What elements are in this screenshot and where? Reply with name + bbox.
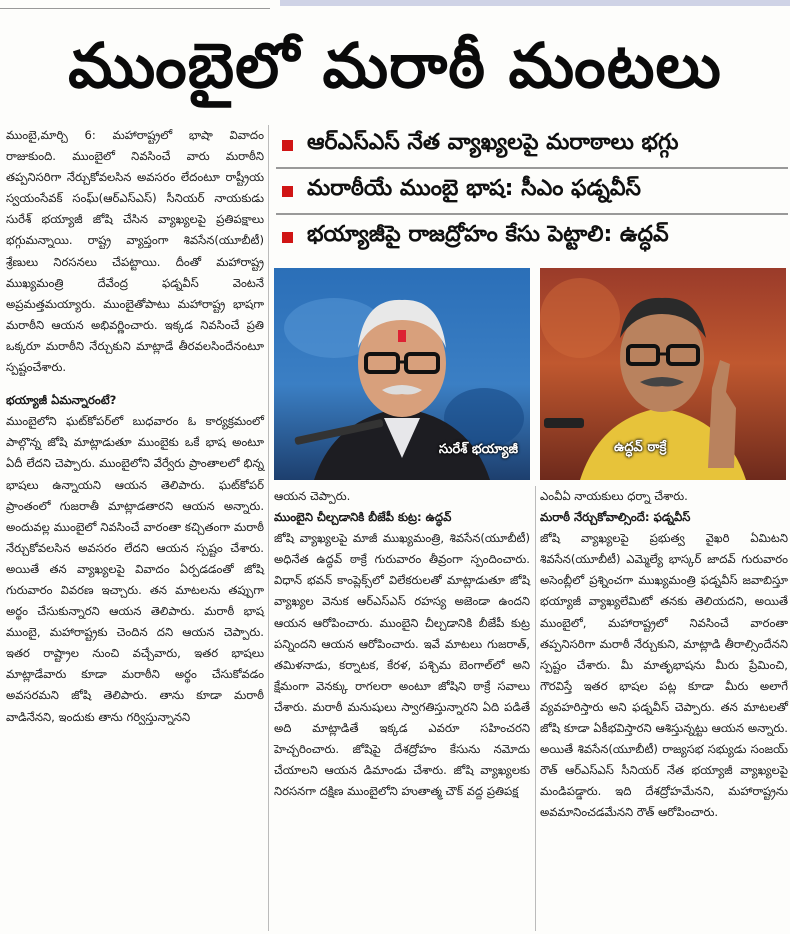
highlight-text: ఆర్‌ఎస్‌ఎస్ నేత వ్యాఖ్యలపై మరాఠాలు భగ్గు <box>307 130 679 155</box>
subheading: మరాఠీ నేర్చుకోవాల్సిందే: ఫడ్నవీస్ <box>540 510 691 525</box>
article-column-2 <box>274 486 530 931</box>
body-paragraph: జోషి వ్యాఖ్యలపై మాజీ ముఖ్యమంత్రి, శివసేన(యూబీటీ) అధినేత ఉద్ధవ్ ఠాక్రే గురువారం తీవ్రంగా స్పందించారు. విధాన్ భవన్ కాంప్లెక్స్‌లో విలేకరులతో మాట్లాడుతూ జోషి వ్యాఖ్యల వెనుక ఆర్‌ఎస్‌ఎస్ రహస్య అజెండా ఉందని ఆయన ఆరోపించారు. ముంబైని చీల్చడానికి బీజేపీ కుట్ర పన్నిందని ఆయన ఆరోపించారు. ఇవే మాటలు గుజరాత్, తమిళనాడు, కర్నాటక, కేరళ, పశ్చిమ బెంగాల్‌లో అని క్షేమంగా వెనక్కు రాగలరా అంటూ జోషిని ఠాక్రే సవాలు చేశారు. మరాఠీ మనుషులు స్వాగతిస్తున్నారని ఏది పడితే అది మాట్లాడితే ఇక్కడ ఎవరూ సహించరని హెచ్చరించారు. జోషిపై దేశద్రోహం కేసును నమోదు చేయాలని ఆయన డిమాండు చేశారు. జోషి వ్యాఖ్యలకు నిరసనగా దక్షిణ ముంబైలోని హుతాత్మ చౌక్ వద్ద ప్రతిపక్ష <box>274 531 530 799</box>
photo-caption-left: సురేశ్ భయ్యాజీ <box>438 442 518 457</box>
subheading: భయ్యాజీ ఏమన్నారంటే? <box>6 393 117 408</box>
photo-caption-right: ఉద్ధవ్ ఠాక్రే <box>614 440 667 455</box>
highlight-text: మరాఠీయే ముంబై భాష: సీఎం ఫడ్నవీస్ <box>307 176 641 201</box>
body-paragraph: జోషి వ్యాఖ్యలపై ప్రభుత్వ వైఖరి ఏమిటని శివసేన(యూబీటీ) ఎమ్మెల్యే భాస్కర్ జాదవ్ గురువారం అసెంబ్లీలో ప్రశ్నించగా ముఖ్యమంత్రి ఫడ్నవీస్ జవాబిస్తూ భయ్యాజీ వ్యాఖ్యలేమిటో తనకు తెలియదని, అయితే ముంబైలో, మహారాష్ట్రలో నివసించే వారంతా తప్పనిసరిగా మరాఠీ నేర్చుకుని, మాట్లాడి తీరాల్సిందేనని స్పష్టం చేశారు. మీ మాతృభాషను మీరు ప్రేమించి, గౌరవిస్తే ఇతర భాషల పట్ల కూడా మీరు అలాగే వ్యవహరిస్తారు అని ఫడ్నవీస్ చెప్పారు. తన మాటలతో జోషి కూడా ఏకీభవిస్తారని ఆశిస్తున్నట్టు ఆయన అన్నారు. అయితే శివసేన(యూబీటీ) రాజ్యసభ సభ్యుడు సంజయ్ రౌత్ ఆర్‌ఎస్‌ఎస్ సీనియర్ నేత భయ్యాజీ వ్యాఖ్యలపై మండిపడ్డారు. ఇది దేశద్రోహమేనని, మహారాష్ట్రను అవమానించడమేనని రౌత్ ఆరోపించారు. <box>540 531 788 820</box>
top-rule-left <box>0 0 270 9</box>
highlights-list <box>276 123 788 259</box>
red-bullet-icon <box>282 140 293 151</box>
intro-paragraph: ముంబై,మార్చి 6: మహారాష్ట్రలో భాషా వివాదం రాజుకుంది. ముంబైలో నివసించే వారు మరాఠీని తప్పనిసరిగా నేర్చుకోవలసిన అవసరం లేదంటూ రాష్ట్రీయ స్వయంసేవక్ సంఘ్(ఆర్‌ఎస్‌ఎస్) సీనియర్ నాయకుడు సురేశ్ భయ్యాజీ జోషి చేసిన వ్యాఖ్యలపై ప్రతిపక్షాలు భగ్గుమన్నాయి. రాష్ట్ర వ్యాప్తంగా శివసేన(యూబీటీ) శ్రేణులు నిరసనలు చేపట్టాయి. దీంతో మహారాష్ట్ర ముఖ్యమంత్రి దేవేంద్ర ఫడ్నవీస్ వెంటనే అప్రమత్తమయ్యారు. ముంబైతోపాటు మహారాష్ట్ర భాషగా మరాఠీని ఆయన అభివర్ణించారు. ఇక్కడ నివసించే ప్రతి ఒక్కరూ మరాఠీని నేర్చుకుని మాట్లాడే తీరవలసిందేనంటూ స్పష్టంచేశారు. <box>6 128 264 375</box>
article-column-1 <box>6 125 264 931</box>
photo-uddhav-thackeray <box>540 268 786 480</box>
highlight-item <box>276 215 788 259</box>
highlight-item <box>276 169 788 215</box>
lead-line: ఆయన చెప్పారు. <box>274 489 351 503</box>
red-bullet-icon <box>282 186 293 197</box>
article-column-3 <box>540 486 788 931</box>
highlight-text: భయ్యాజీపై రాజద్రోహం కేసు పెట్టాలి: ఉద్ధవ్ <box>307 222 669 247</box>
highlight-item <box>276 123 788 169</box>
top-rule-right <box>280 0 790 6</box>
red-bullet-icon <box>282 232 293 243</box>
column-divider <box>535 486 536 931</box>
body-paragraph: ముంబైలోని ఘట్‌కోపర్‌లో బుధవారం ఓ కార్యక్రమంలో పాల్గొన్న జోషి మాట్లాడుతూ ముంబైకు ఒకే భాష అంటూ ఏదీ లేదని చెప్పారు. ముంబైలోని వేర్వేరు ప్రాంతాలలో భిన్న భాషలు ఉన్నాయని ఆయన తెలిపారు. ఘట్‌కోపర్ ప్రాంతంలో గుజరాతీ మాట్లాడతారని ఆయన అన్నారు. అందువల్ల ముంబైలో నివసించే వారంతా కచ్చితంగా మరాఠీ నేర్చుకోవలసిన అవసరం లేదని ఆయన స్పష్టం చేశారు. అయితే తన వ్యాఖ్యలపై వివాదం ఏర్పడడంతో జోషి గురువారం వివరణ ఇచ్చారు. తన మాటలను తప్పుగా అర్థం చేసుకున్నారని ఆయన తెలిపారు. మరాఠీ భాష ముంబై, మహారాష్ట్రకు చెందిన దని ఆయన చెప్పారు. ఇతర రాష్ట్రాల నుంచి వచ్చేవారు, ఇతర భాషలు మాట్లాడేవారు కూడా మరాఠీని అర్థం చేసుకోవడం అవసరమని జోషి తెలిపారు. తాను కూడా మరాఠీ వాడినేనని, ఇందుకు తాను గర్విస్తున్నానని <box>6 414 264 724</box>
column-divider <box>268 125 269 931</box>
headline: ముంబైలో మరాఠీ మంటలు <box>68 29 722 102</box>
subheading: ముంబైని చీల్చడానికి బీజేపీ కుట్ర: ఉద్ధవ్ <box>274 510 452 525</box>
photo-suresh-bhaiyyaji <box>274 268 530 480</box>
page-top-rule <box>0 0 790 8</box>
lead-line: ఎంవీఏ నాయకులు ధర్నా చేశారు. <box>540 489 688 503</box>
